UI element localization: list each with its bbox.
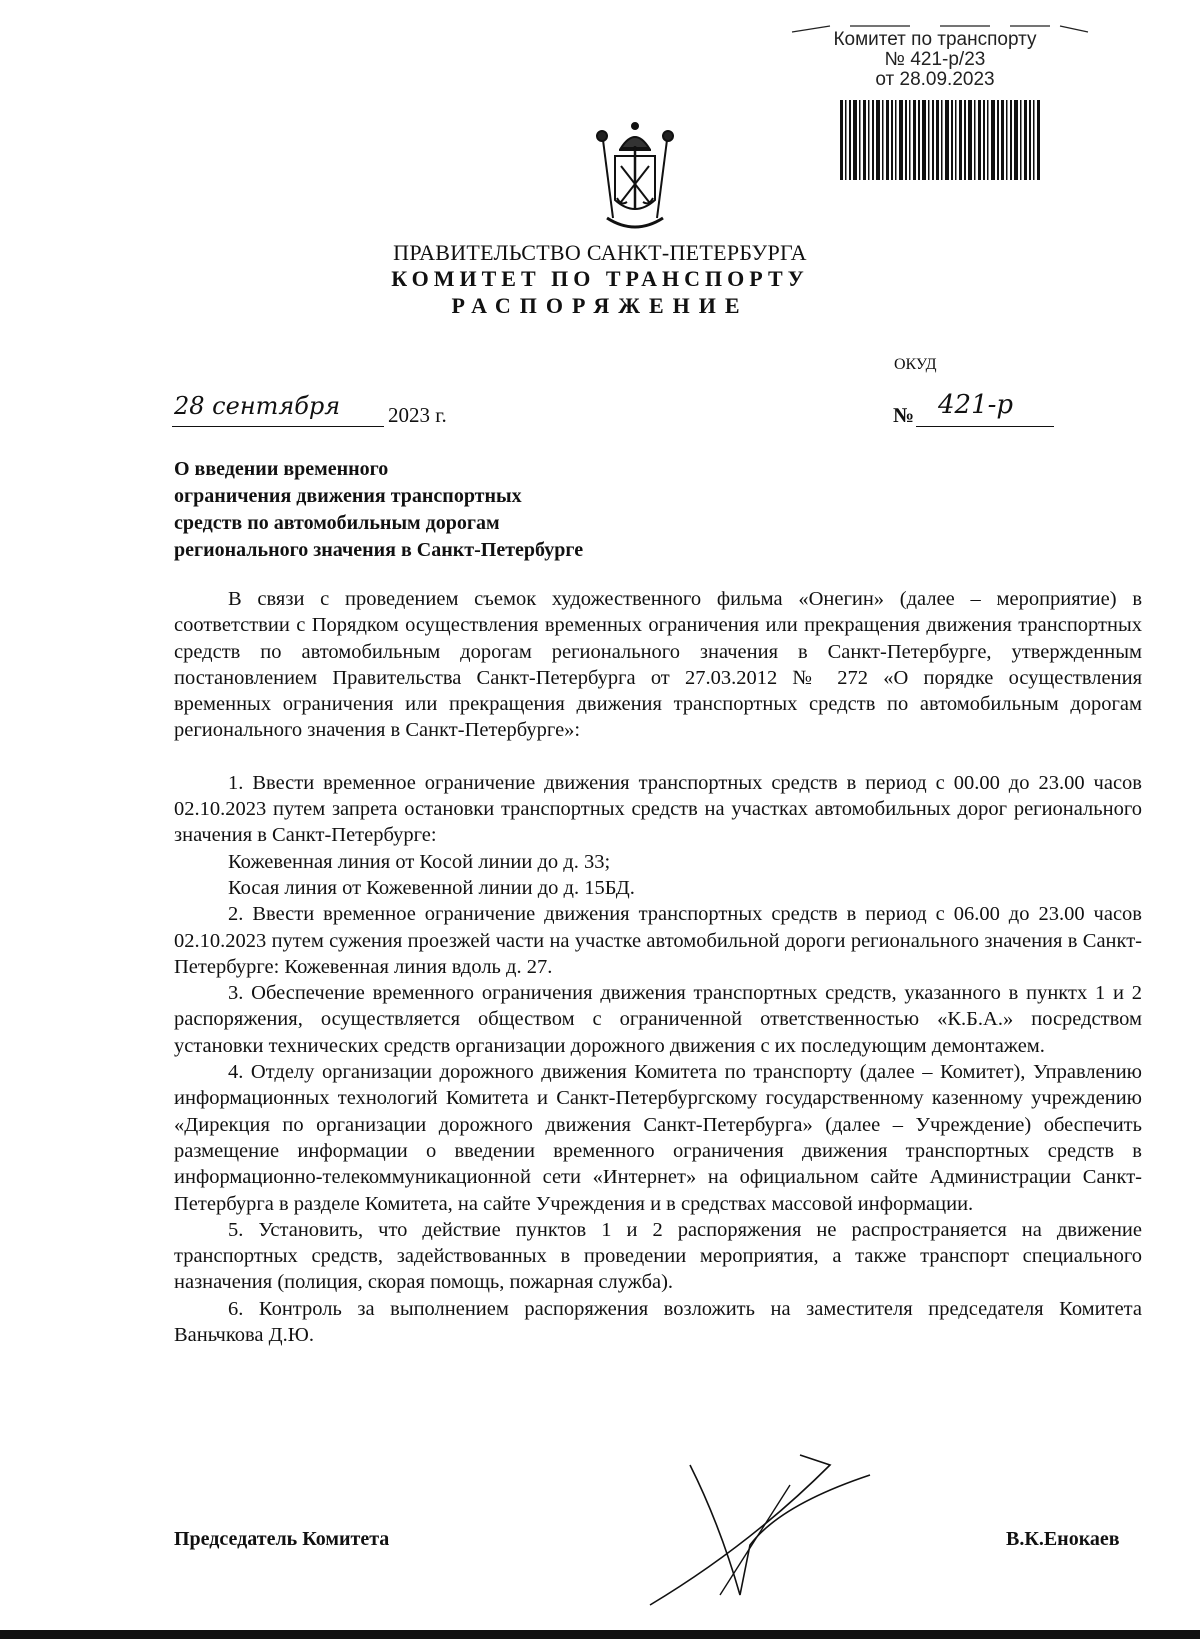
number-handwritten: 421-р: [938, 390, 1014, 420]
barcode-icon: [840, 100, 1040, 180]
date-year: 2023 г.: [388, 403, 447, 427]
stamp-date: от 28.09.2023: [875, 69, 995, 90]
item-3-paragraph: 3. Обеспечение временного ограничения движения транспортных средств, указанного в пунктх 1 и 2 распоряжения, осуществляется обществом с ограниченной ответственностью «К.Б.А.» посредством установки технических средств организации дорожного движения с их последующим демонтажем.: [174, 982, 1142, 1057]
document-body: [174, 586, 1142, 1348]
signatory-name: В.К.Енокаев: [1006, 1528, 1120, 1550]
handwritten-signature: [630, 1445, 880, 1615]
title-line: О введении временного: [174, 458, 389, 480]
signatory-position: Председатель Комитета: [174, 1528, 390, 1550]
coat-of-arms-icon: [585, 118, 685, 238]
item-4-paragraph: 4. Отделу организации дорожного движения Комитета по транспорту (далее – Комитет), Управлению информационных технологий Комитета и Санкт-Петербургскому государственному казенному учреждению «Дирекция по организации дорожного движения Санкт-Петербурга» (далее – Учреждение) обеспечить размещение информации о введении временного ограничения движения транспортных средств в информационно-телекоммуникационной сети «Интернет» на официальном сайте Администрации Санкт-Петербурга в разделе Комитета, на сайте Учреждения и в средствах массовой информации.: [174, 1061, 1142, 1215]
preamble-paragraph: В связи с проведением съемок художественного фильма «Онегин» (далее – мероприятие) в соответствии с Порядком осуществления временных ограничения или прекращения движения транспортных средств по автомобильным дорогам регионального значения в Санкт-Петербурге, утвержденным постановлением Правительства Санкт-Петербурга от 27.03.2012 № 272 «О порядке осуществления временных ограничения или прекращения движения транспортных средств по автомобильным дорогам регионального значения в Санкт-Петербурге»:: [174, 588, 1142, 742]
title-line: средств по автомобильным дорогам: [174, 512, 500, 534]
item-6-paragraph: 6. Контроль за выполнением распоряжения возложить на заместителя председателя Комитета Ваньчкова Д.Ю.: [174, 1297, 1142, 1347]
number-field: [916, 390, 1054, 427]
item-2-paragraph: 2. Ввести временное ограничение движения транспортных средств в период с 06.00 до 23.00 часов 02.10.2023 путем сужения проезжей части на участке автомобильной дороги регионального значения в Санкт-Петербурге: Кожевенная линия вдоль д. 27.: [174, 903, 1142, 978]
document-type: РАСПОРЯЖЕНИЕ: [451, 293, 749, 318]
date-handwritten: 28 сентября: [174, 392, 341, 420]
committee-title: КОМИТЕТ ПО ТРАНСПОРТУ: [391, 266, 809, 291]
document-title: [174, 456, 734, 564]
item-1-road-b: Косая линия от Кожевенной линии до д. 15БД.: [228, 876, 635, 899]
item-1-paragraph: 1. Ввести временное ограничение движения транспортных средств в период с 00.00 до 23.00 часов 02.10.2023 путем запрета остановки транспортных средств на участках автомобильных дорог регионального значения в Санкт-Петербурге:: [174, 771, 1142, 847]
item-1-road-a: Кожевенная линия от Косой линии до д. 33;: [228, 850, 611, 873]
title-line: регионального значения в Санкт-Петербурге: [174, 539, 584, 561]
stamp-top-line: [790, 22, 1090, 34]
stamp-number: № 421-р/23: [884, 49, 986, 70]
number-label: №: [893, 403, 915, 427]
okud-label: ОКУД: [894, 356, 937, 373]
stamp-committee: Комитет по транспорту: [833, 29, 1037, 50]
item-5-paragraph: 5. Установить, что действие пунктов 1 и 2 распоряжения не распространяется на движение транспортных средств, задействованных в проведении мероприятия, а также транспорт специального назначения (полиция, скорая помощь, пожарная служба).: [174, 1218, 1142, 1294]
date-field: [172, 392, 384, 427]
government-title: ПРАВИТЕЛЬСТВО САНКТ-ПЕТЕРБУРГА: [393, 240, 807, 265]
scan-edge: [0, 1630, 1200, 1639]
title-line: ограничения движения транспортных: [174, 485, 522, 507]
registration-stamp: [790, 30, 1080, 90]
